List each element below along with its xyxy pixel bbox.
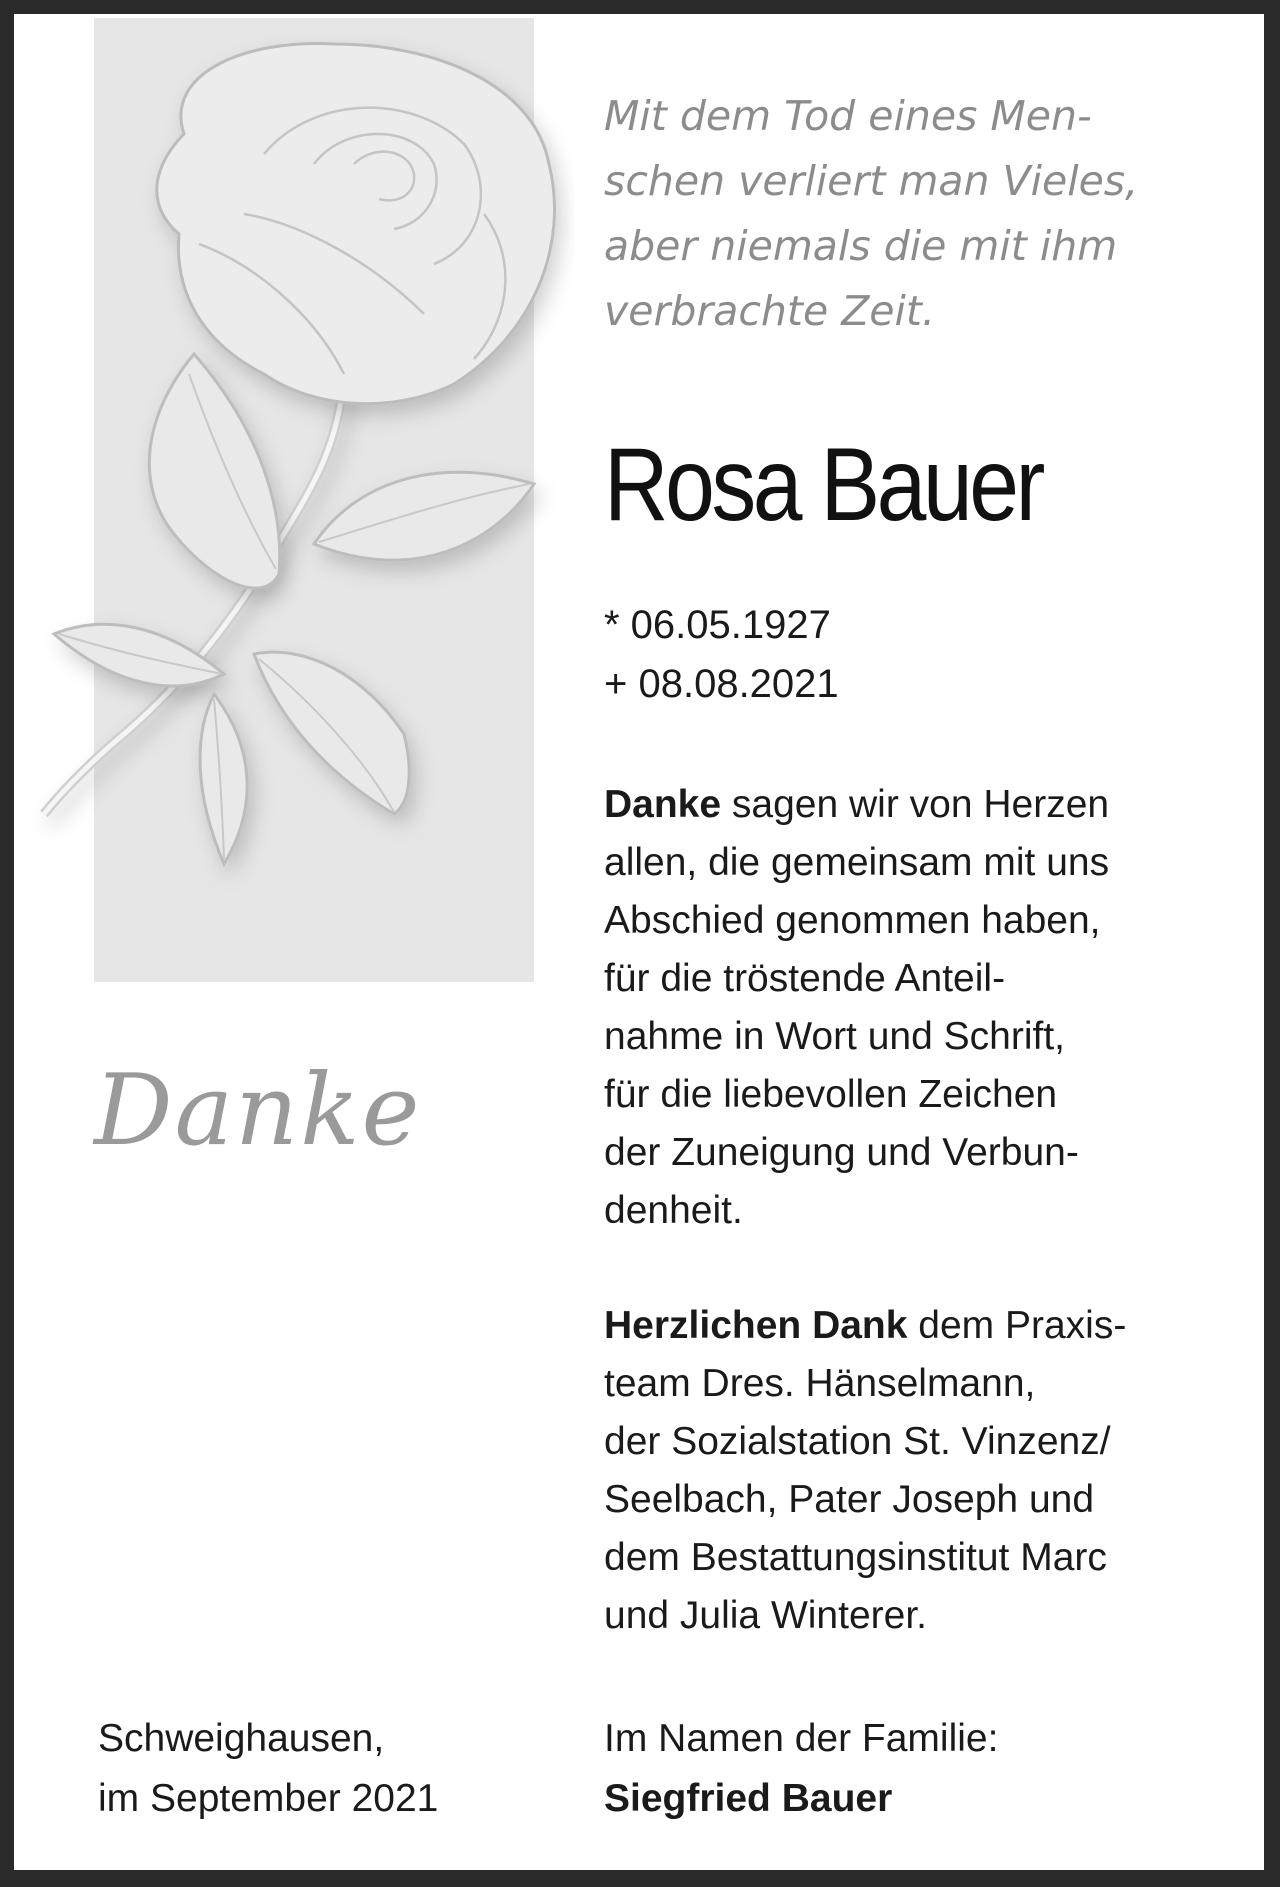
quote-line: schen verliert man Vieles, (604, 157, 1139, 205)
place-line: Schweighausen, (98, 1717, 385, 1760)
birth-date: * 06.05.1927 (604, 603, 831, 647)
rose-icon (14, 14, 574, 894)
thanks-line: allen, die gemeinsam mit uns (604, 841, 1110, 884)
thanks-line: Abschied genommen haben, (604, 899, 1101, 942)
special-thanks-line: team Dres. Hänselmann, (604, 1362, 1036, 1405)
thanks-lead: Danke (604, 783, 722, 826)
special-thanks-paragraph (604, 1297, 1126, 1645)
special-thanks-first-line-rest: dem Praxis- (907, 1304, 1127, 1347)
special-thanks-lead: Herzlichen Dank (604, 1304, 908, 1347)
quote-line: Mit dem Tod eines Men- (604, 92, 1092, 140)
signature-intro: Im Namen der Familie: (604, 1717, 999, 1760)
special-thanks-first-line (604, 1297, 1126, 1355)
thanks-first-line (604, 776, 1109, 834)
thanks-line: denheit. (604, 1189, 743, 1232)
thanks-line: nahme in Wort und Schrift, (604, 1015, 1065, 1058)
special-thanks-line: der Sozialstation St. Vinzenz/ (604, 1420, 1111, 1463)
quote-line: aber niemals die mit ihm (604, 222, 1118, 270)
place-and-date (98, 1709, 438, 1829)
obituary-notice (14, 14, 1264, 1870)
thanks-line: der Zuneigung und Verbun- (604, 1131, 1079, 1174)
signature-name (604, 1769, 998, 1829)
script-danke-heading: Danke (94, 1054, 422, 1168)
thanks-line: für die liebevollen Zeichen (604, 1073, 1058, 1116)
thanks-paragraph (604, 776, 1109, 1240)
thanks-first-line-rest: sagen wir von Herzen (721, 783, 1110, 826)
memorial-quote (604, 84, 1224, 344)
date-line: im September 2021 (98, 1777, 439, 1820)
quote-line: verbrachte Zeit. (604, 287, 936, 335)
deceased-name: Rosa Bauer (604, 427, 1042, 543)
life-dates (604, 596, 839, 714)
special-thanks-line: und Julia Winterer. (604, 1594, 927, 1637)
thanks-line: für die tröstende Anteil- (604, 957, 1006, 1000)
special-thanks-line: dem Bestattungsinstitut Marc (604, 1536, 1107, 1579)
signature-name-text: Siegfried Bauer (604, 1777, 893, 1820)
death-date: + 08.08.2021 (604, 662, 839, 706)
family-signature (604, 1709, 998, 1829)
special-thanks-line: Seelbach, Pater Joseph und (604, 1478, 1095, 1521)
